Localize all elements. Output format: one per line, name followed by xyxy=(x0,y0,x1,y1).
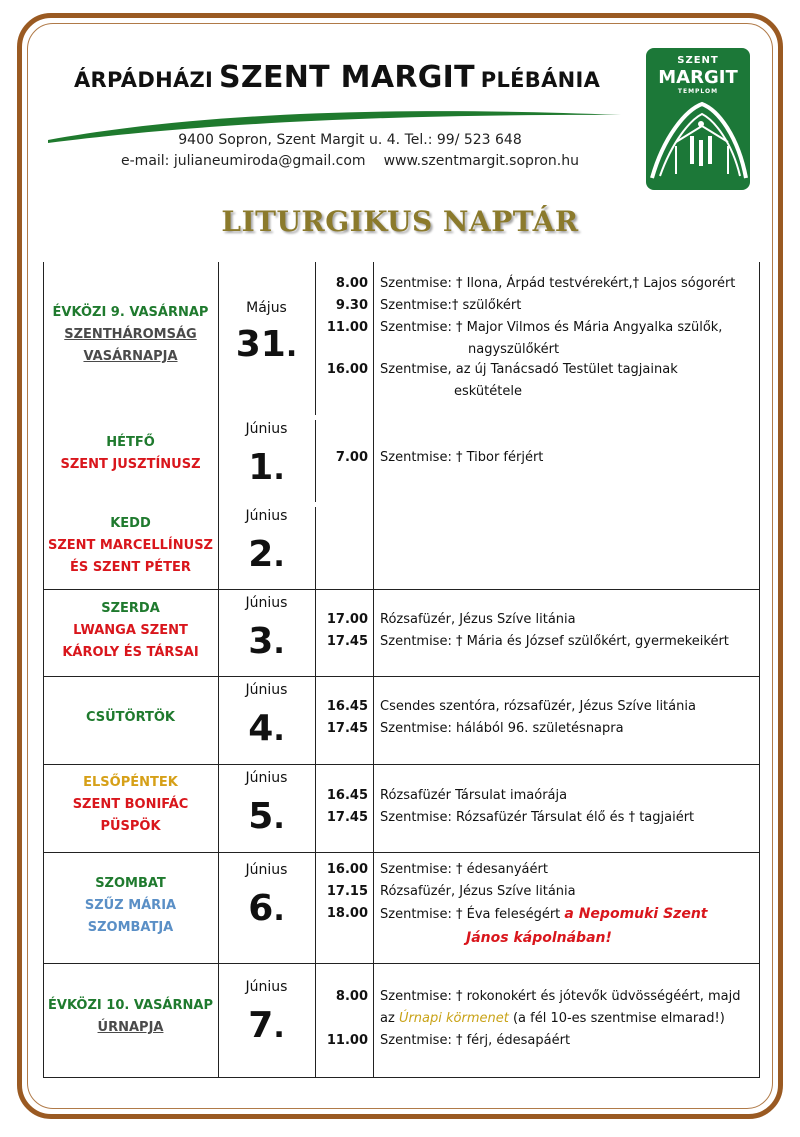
day-name-line: ÉVKÖZI 9. VASÁRNAP xyxy=(52,305,209,320)
col-line-time xyxy=(373,262,374,1078)
event-text xyxy=(380,450,760,465)
day-number-value: 6 xyxy=(248,888,274,929)
title-suffix: PLÉBÁNIA xyxy=(480,68,601,92)
event-text xyxy=(380,884,760,899)
day-number-dot: . xyxy=(273,801,285,836)
calendar-table xyxy=(43,262,760,1078)
month-label: Június xyxy=(245,979,288,995)
event-time: 7.00 xyxy=(335,450,368,465)
event-time: 16.00 xyxy=(326,362,368,377)
event-time: 11.00 xyxy=(326,1033,368,1048)
day-name-line: SZENT JUSZTÍNUSZ xyxy=(60,457,201,472)
event-text-continuation xyxy=(380,1011,760,1026)
month-label: Június xyxy=(245,595,288,611)
event-text-main: Szentmise, az új Tanácsadó Testület tagjainak xyxy=(380,362,678,377)
row-divider xyxy=(43,764,760,765)
day-name-line: KÁROLY ÉS TÁRSAI xyxy=(62,645,199,660)
col-line-day xyxy=(218,262,219,1078)
event-text-main: Szentmise: Rózsafüzér Társulat élő és † tagjaiért xyxy=(380,810,695,825)
event-text-main: Rózsafüzér, Jézus Szíve litánia xyxy=(380,612,576,627)
church-logo xyxy=(646,48,750,190)
day-name-line: HÉTFŐ xyxy=(106,435,155,450)
day-name-line: ELSŐPÉNTEK xyxy=(83,775,178,790)
month-label: Június xyxy=(245,508,288,524)
day-name-line: ÚRNAPJA xyxy=(97,1020,164,1035)
day-name xyxy=(43,513,218,579)
calendar-title: LITURGIKUS NAPTÁR xyxy=(221,205,579,238)
event-time: 18.00 xyxy=(326,906,368,921)
day-number xyxy=(218,708,315,749)
event-text-main: Szentmise: † rokonokért és jótevők üdvösségéért, majd xyxy=(380,989,741,1004)
day-name xyxy=(43,598,218,664)
event-text-main: Szentmise: † Éva feleségért xyxy=(380,907,565,922)
day-name-line: PÜSPÖK xyxy=(100,819,161,834)
day-name xyxy=(43,995,218,1039)
day-name-line: SZOMBATJA xyxy=(87,920,174,935)
event-text xyxy=(380,699,760,714)
logo-line2: MARGIT xyxy=(658,67,738,88)
event-text-main: Szentmise: † Tibor férjért xyxy=(380,450,544,465)
day-number-dot: . xyxy=(273,539,285,574)
event-text-main: Csendes szentóra, rózsafüzér, Jézus Szíve litánia xyxy=(380,699,696,714)
day-number-value: 1 xyxy=(248,447,274,488)
event-text xyxy=(380,634,760,649)
day-number xyxy=(218,888,315,929)
day-number xyxy=(218,621,315,662)
event-text xyxy=(380,612,760,627)
event-time: 16.45 xyxy=(326,699,368,714)
day-number-value: 2 xyxy=(248,534,274,575)
day-name-line: SZENT MARCELLÍNUSZ xyxy=(47,538,213,553)
event-text-main: Szentmise: † Ilona, Árpád testvérekért,† Lajos sógorért xyxy=(380,276,736,291)
event-time: 17.15 xyxy=(326,884,368,899)
contact-line xyxy=(100,153,600,169)
event-time: 8.00 xyxy=(335,276,368,291)
church-icon xyxy=(646,96,750,190)
event-text-main: Rózsafüzér Társulat imaórája xyxy=(380,788,568,803)
event-time: 17.45 xyxy=(326,810,368,825)
day-number-value: 7 xyxy=(248,1005,274,1046)
event-time: 17.00 xyxy=(326,612,368,627)
day-number xyxy=(218,796,315,837)
event-location-continuation: János kápolnában! xyxy=(466,930,612,946)
event-cont-post: (a fél 10-es szentmise elmarad!) xyxy=(508,1011,725,1026)
logo-line3: TEMPLOM xyxy=(677,88,719,95)
day-number xyxy=(218,1005,315,1046)
day-name-line: SZERDA xyxy=(101,601,160,616)
email[interactable]: e-mail: julianeumiroda@gmail.com xyxy=(121,153,366,169)
event-text xyxy=(380,862,760,877)
month-label: Május xyxy=(246,300,287,316)
event-location-highlight: a Nepomuki Szent xyxy=(564,906,708,922)
day-name xyxy=(43,432,218,476)
day-name xyxy=(43,772,218,838)
day-number-dot: . xyxy=(273,626,285,661)
row-divider xyxy=(43,676,760,677)
event-time: 9.30 xyxy=(335,298,368,313)
event-time: 16.00 xyxy=(326,862,368,877)
day-number-dot: . xyxy=(285,329,298,364)
event-time: 17.45 xyxy=(326,634,368,649)
day-name-line: ÉS SZENT PÉTER xyxy=(70,560,191,575)
day-number-value: 31 xyxy=(235,324,286,365)
event-text xyxy=(380,810,760,825)
day-number-value: 3 xyxy=(248,621,274,662)
day-name-line: SZŰZ MÁRIA xyxy=(84,898,177,913)
col-line-left xyxy=(43,262,44,1078)
month-label: Június xyxy=(245,770,288,786)
day-name-line: KEDD xyxy=(110,516,151,531)
event-text xyxy=(380,276,760,291)
day-number-dot: . xyxy=(273,893,285,928)
event-time: 11.00 xyxy=(326,320,368,335)
row-divider xyxy=(43,852,760,853)
day-number xyxy=(218,447,315,488)
day-name xyxy=(43,873,218,939)
day-name-line: VASÁRNAPJA xyxy=(83,349,178,364)
title-main: SZENT MARGIT xyxy=(219,60,475,95)
event-text xyxy=(380,320,760,335)
event-text xyxy=(380,989,760,1004)
event-time: 17.45 xyxy=(326,721,368,736)
event-text-main: Szentmise: † férj, édesapáért xyxy=(380,1033,571,1048)
event-text-main: Szentmise: † édesanyáért xyxy=(380,862,548,877)
event-cont-pre: az xyxy=(380,1011,399,1026)
day-number-value: 4 xyxy=(248,708,274,749)
event-text xyxy=(380,362,760,377)
event-text-continuation: eskütétele xyxy=(454,384,522,399)
day-name-line: SZOMBAT xyxy=(95,876,166,891)
day-name-line: ÉVKÖZI 10. VASÁRNAP xyxy=(48,998,213,1013)
event-text-main: Szentmise: † Major Vilmos és Mária Angyalka szülők, xyxy=(380,320,723,335)
event-text-continuation: nagyszülőkért xyxy=(468,342,560,357)
row-divider xyxy=(43,589,760,590)
address: 9400 Sopron, Szent Margit u. 4. Tel.: 99/ 523 648 xyxy=(178,132,522,148)
day-number xyxy=(218,324,315,365)
day-name-line: CSÜTÖRTÖK xyxy=(85,710,176,725)
day-name xyxy=(43,302,218,368)
event-text xyxy=(380,1033,760,1048)
day-name-line: SZENTHÁROMSÁG xyxy=(64,327,197,342)
day-number-dot: . xyxy=(273,713,285,748)
event-text xyxy=(380,906,760,922)
day-name xyxy=(43,707,218,729)
event-time: 16.45 xyxy=(326,788,368,803)
website[interactable]: www.szentmargit.sopron.hu xyxy=(383,153,579,169)
event-text-main: Szentmise: † Mária és József szülőkért, gyermekeikért xyxy=(380,634,729,649)
row-divider xyxy=(43,1077,760,1078)
day-number-dot: . xyxy=(273,452,285,487)
event-text-main: Rózsafüzér, Jézus Szíve litánia xyxy=(380,884,576,899)
day-number xyxy=(218,534,315,575)
event-text xyxy=(380,298,760,313)
month-label: Június xyxy=(245,682,288,698)
logo-line1: SZENT xyxy=(677,55,719,66)
day-number-value: 5 xyxy=(248,796,274,837)
event-time: 8.00 xyxy=(335,989,368,1004)
parish-title xyxy=(74,60,634,95)
day-name-line: LWANGA SZENT xyxy=(73,623,188,638)
day-number-dot: . xyxy=(273,1010,285,1045)
event-text xyxy=(380,721,760,736)
procession-highlight: Úrnapi körmenet xyxy=(398,1011,509,1026)
title-prefix: ÁRPÁDHÁZI xyxy=(74,68,214,92)
event-text xyxy=(380,788,760,803)
month-label: Június xyxy=(245,421,288,437)
row-divider xyxy=(43,963,760,964)
event-text-main: Szentmise: hálából 96. születésnapra xyxy=(380,721,624,736)
day-name-line: SZENT BONIFÁC xyxy=(72,797,189,812)
event-text-main: Szentmise:† szülőkért xyxy=(380,298,522,313)
month-label: Június xyxy=(245,862,288,878)
